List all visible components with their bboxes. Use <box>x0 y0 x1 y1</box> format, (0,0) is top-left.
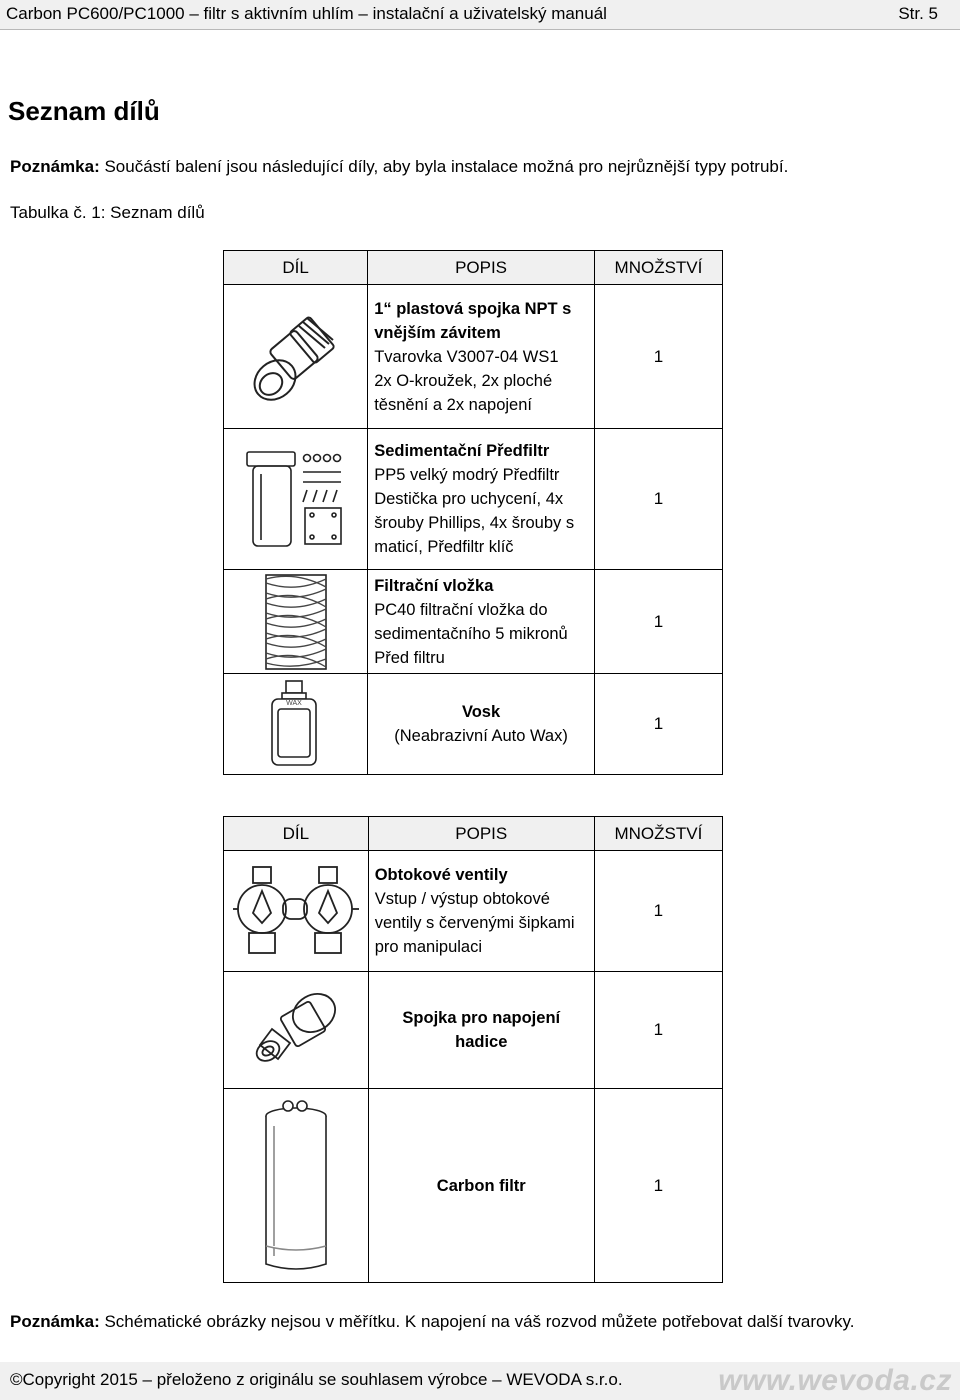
part-line: PP5 velký modrý Předfiltr <box>374 466 560 484</box>
table-header-row <box>224 817 723 851</box>
wax-bottle-icon <box>224 674 368 775</box>
section-heading: Seznam dílů <box>8 96 160 126</box>
table-row <box>224 851 723 972</box>
wax-label: WAX <box>285 700 302 707</box>
carbon-filter-icon <box>224 1089 369 1283</box>
table-row <box>224 285 723 429</box>
page-footer <box>0 1362 960 1400</box>
part-title: Obtokové ventily <box>374 866 508 884</box>
note-top <box>10 157 788 177</box>
parts-table-2 <box>223 816 723 1283</box>
part-title: Carbon filtr <box>436 1176 526 1195</box>
npt-coupling-icon <box>224 285 368 429</box>
note-bottom <box>10 1312 854 1332</box>
document-title: Carbon PC600/PC1000 – filtr s aktivním uhlím – instalační a uživatelský manuál <box>6 4 607 23</box>
description-cell <box>368 429 595 570</box>
part-title: 1“ plastová spojka NPT s vnějším závitem <box>374 299 572 342</box>
description-cell <box>368 1089 594 1283</box>
part-line: (Neabrazivní Auto Wax) <box>394 727 568 745</box>
sediment-prefilter-icon <box>224 429 368 570</box>
note-text: Schématické obrázky nejsou v měřítku. K napojení na váš rozvod můžete potřebovat další tvarovky. <box>99 1312 855 1331</box>
note-label: Poznámka: <box>10 1312 100 1331</box>
filter-cartridge-icon <box>224 570 368 674</box>
description-cell <box>368 972 594 1089</box>
description-cell <box>368 851 594 972</box>
col-header-part: DÍL <box>224 817 369 851</box>
parts-table-1 <box>223 250 723 775</box>
part-title: Spojka pro napojení hadice <box>402 1009 561 1051</box>
part-title: Vosk <box>461 703 501 721</box>
description-cell <box>368 674 595 775</box>
part-line: PC40 filtrační vložka do sedimentačního 5 mikronů Před filtru <box>374 600 568 667</box>
quantity-cell: 1 <box>594 285 722 429</box>
table-caption: Tabulka č. 1: Seznam dílů <box>10 203 205 222</box>
quantity-cell: 1 <box>594 674 722 775</box>
note-label: Poznámka: <box>10 157 100 176</box>
part-line: Destička pro uchycení, 4x šrouby Phillips, 4x šrouby s maticí, Předfiltr klíč <box>374 490 575 556</box>
table-row <box>224 429 723 570</box>
quantity-cell: 1 <box>594 429 722 570</box>
table-header-row <box>224 251 723 285</box>
part-line: Vstup / výstup obtokové ventily s červenými šipkami pro manipulaci <box>374 890 575 956</box>
copyright-text: ©Copyright 2015 – přeloženo z originálu se souhlasem výrobce – WEVODA s.r.o. <box>10 1370 623 1389</box>
description-cell <box>368 570 595 674</box>
hose-coupling-icon <box>224 972 369 1089</box>
note-text: Součástí balení jsou následující díly, aby byla instalace možná pro nejrůznější typy potrubí. <box>99 157 789 176</box>
description-cell <box>368 285 595 429</box>
part-title: Sedimentační Předfiltr <box>374 442 550 460</box>
col-header-description: POPIS <box>368 251 595 285</box>
website-watermark: www.wevoda.cz <box>718 1364 952 1397</box>
quantity-cell: 1 <box>594 851 722 972</box>
quantity-cell: 1 <box>594 570 722 674</box>
col-header-quantity: MNOŽSTVÍ <box>594 817 722 851</box>
page-header <box>0 0 960 30</box>
bypass-valves-icon <box>224 851 369 972</box>
table-row <box>224 1089 723 1283</box>
col-header-quantity: MNOŽSTVÍ <box>594 251 722 285</box>
col-header-part: DÍL <box>224 251 368 285</box>
quantity-cell: 1 <box>594 1089 722 1283</box>
table-row <box>224 972 723 1089</box>
part-title: Filtrační vložka <box>374 576 494 595</box>
col-header-description: POPIS <box>368 817 594 851</box>
table-row <box>224 570 723 674</box>
quantity-cell: 1 <box>594 972 722 1089</box>
part-line: Tvarovka V3007-04 WS1 <box>374 347 559 366</box>
part-line: 2x O-kroužek, 2x ploché těsnění a 2x napojení <box>374 371 553 414</box>
table-row <box>224 674 723 775</box>
page-number: Str. 5 <box>898 4 938 23</box>
